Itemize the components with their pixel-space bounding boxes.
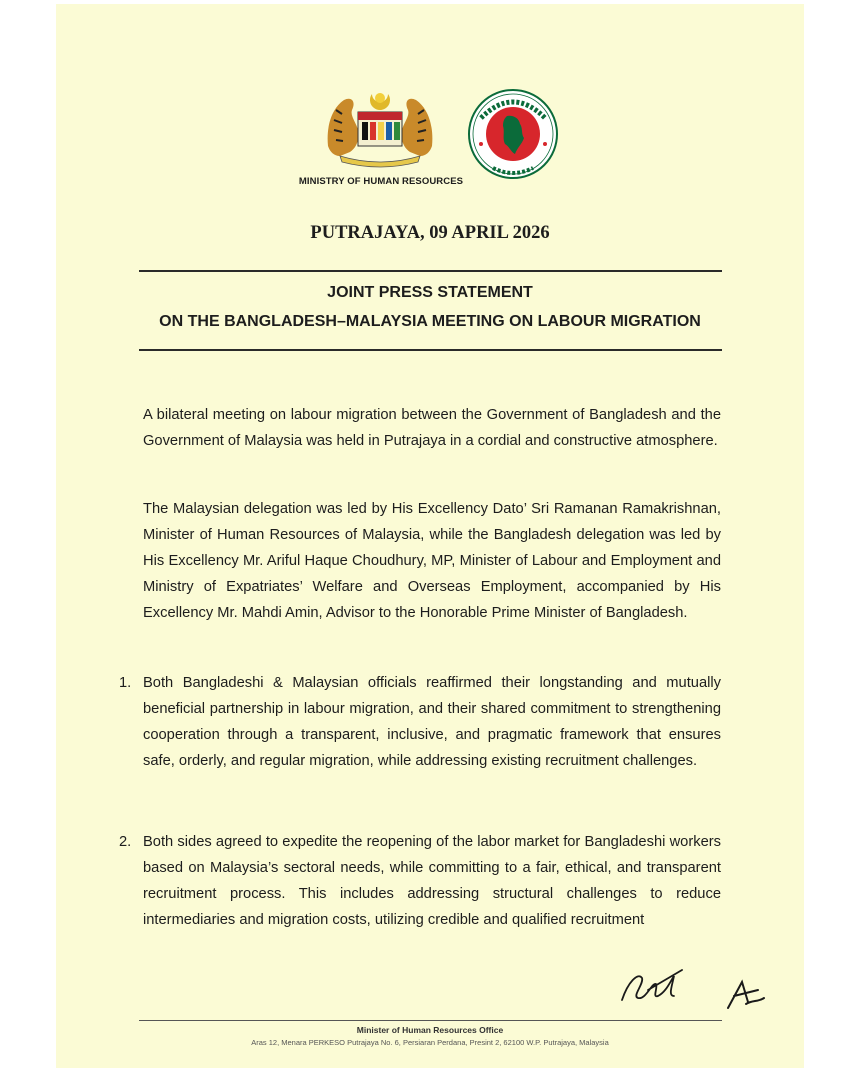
footer-rule: [139, 1020, 722, 1021]
malaysia-coat-of-arms-icon: [322, 86, 438, 170]
item-text: Both Bangladeshi & Malaysian officials reaffirmed their longstanding and mutually beneficial partnership in labour migration, and their shared commitment to strengthening cooperation through a transparent, inclusive, and pragmatic framework that ensures safe, orderly, and regular migration, while addressing existing recruitment challenges.: [143, 675, 721, 769]
item-number: 1.: [119, 675, 132, 691]
item-number: 2.: [119, 834, 132, 850]
document-page: [56, 4, 804, 1068]
document-subtitle: ON THE BANGLADESH–MALAYSIA MEETING ON LABOUR MIGRATION: [159, 313, 701, 330]
title-top-rule: [139, 270, 722, 272]
bangladesh-government-seal-icon: [467, 88, 559, 186]
title-bottom-rule: [139, 349, 722, 351]
intro-paragraph: A bilateral meeting on labour migration between the Government of Bangladesh and the Government of Malaysia was held in Putrajaya in a cordial and constructive atmosphere.: [143, 407, 721, 449]
item-text: Both sides agreed to expedite the reopening of the labor market for Bangladeshi workers based on Malaysia’s sectoral needs, while committing to a fair, ethical, and transparent recruitment process. This includes addressing structural challenges to reduce intermediaries and migration costs, utilizing credible and qualified recruitment: [143, 834, 721, 928]
footer-address: Aras 12, Menara PERKESO Putrajaya No. 6, Persiaran Perdana, Presint 2, 62100 W.P. Putrajaya, Malaysia: [251, 1038, 609, 1047]
ministry-caption: MINISTRY OF HUMAN RESOURCES: [298, 176, 464, 187]
footer-office: Minister of Human Resources Office: [356, 1025, 504, 1035]
dateline: PUTRAJAYA, 09 APRIL 2026: [310, 223, 550, 243]
document-title: JOINT PRESS STATEMENT: [327, 284, 533, 301]
initials-signatures: [608, 952, 768, 1022]
delegations-paragraph: The Malaysian delegation was led by His Excellency Dato’ Sri Ramanan Ramakrishnan, Minister of Human Resources of Malaysia, while the Bangladesh delegation was led by His Excellency Mr. Ariful Haque Choudhury, MP, Minister of Labour and Employment and Ministry of Expatriates’ Welfare and Overseas Employment, accompanied by His Excellency Mr. Mahdi Amin, Advisor to the Honorable Prime Minister of Bangladesh.: [143, 501, 721, 621]
letterhead: [56, 4, 804, 204]
